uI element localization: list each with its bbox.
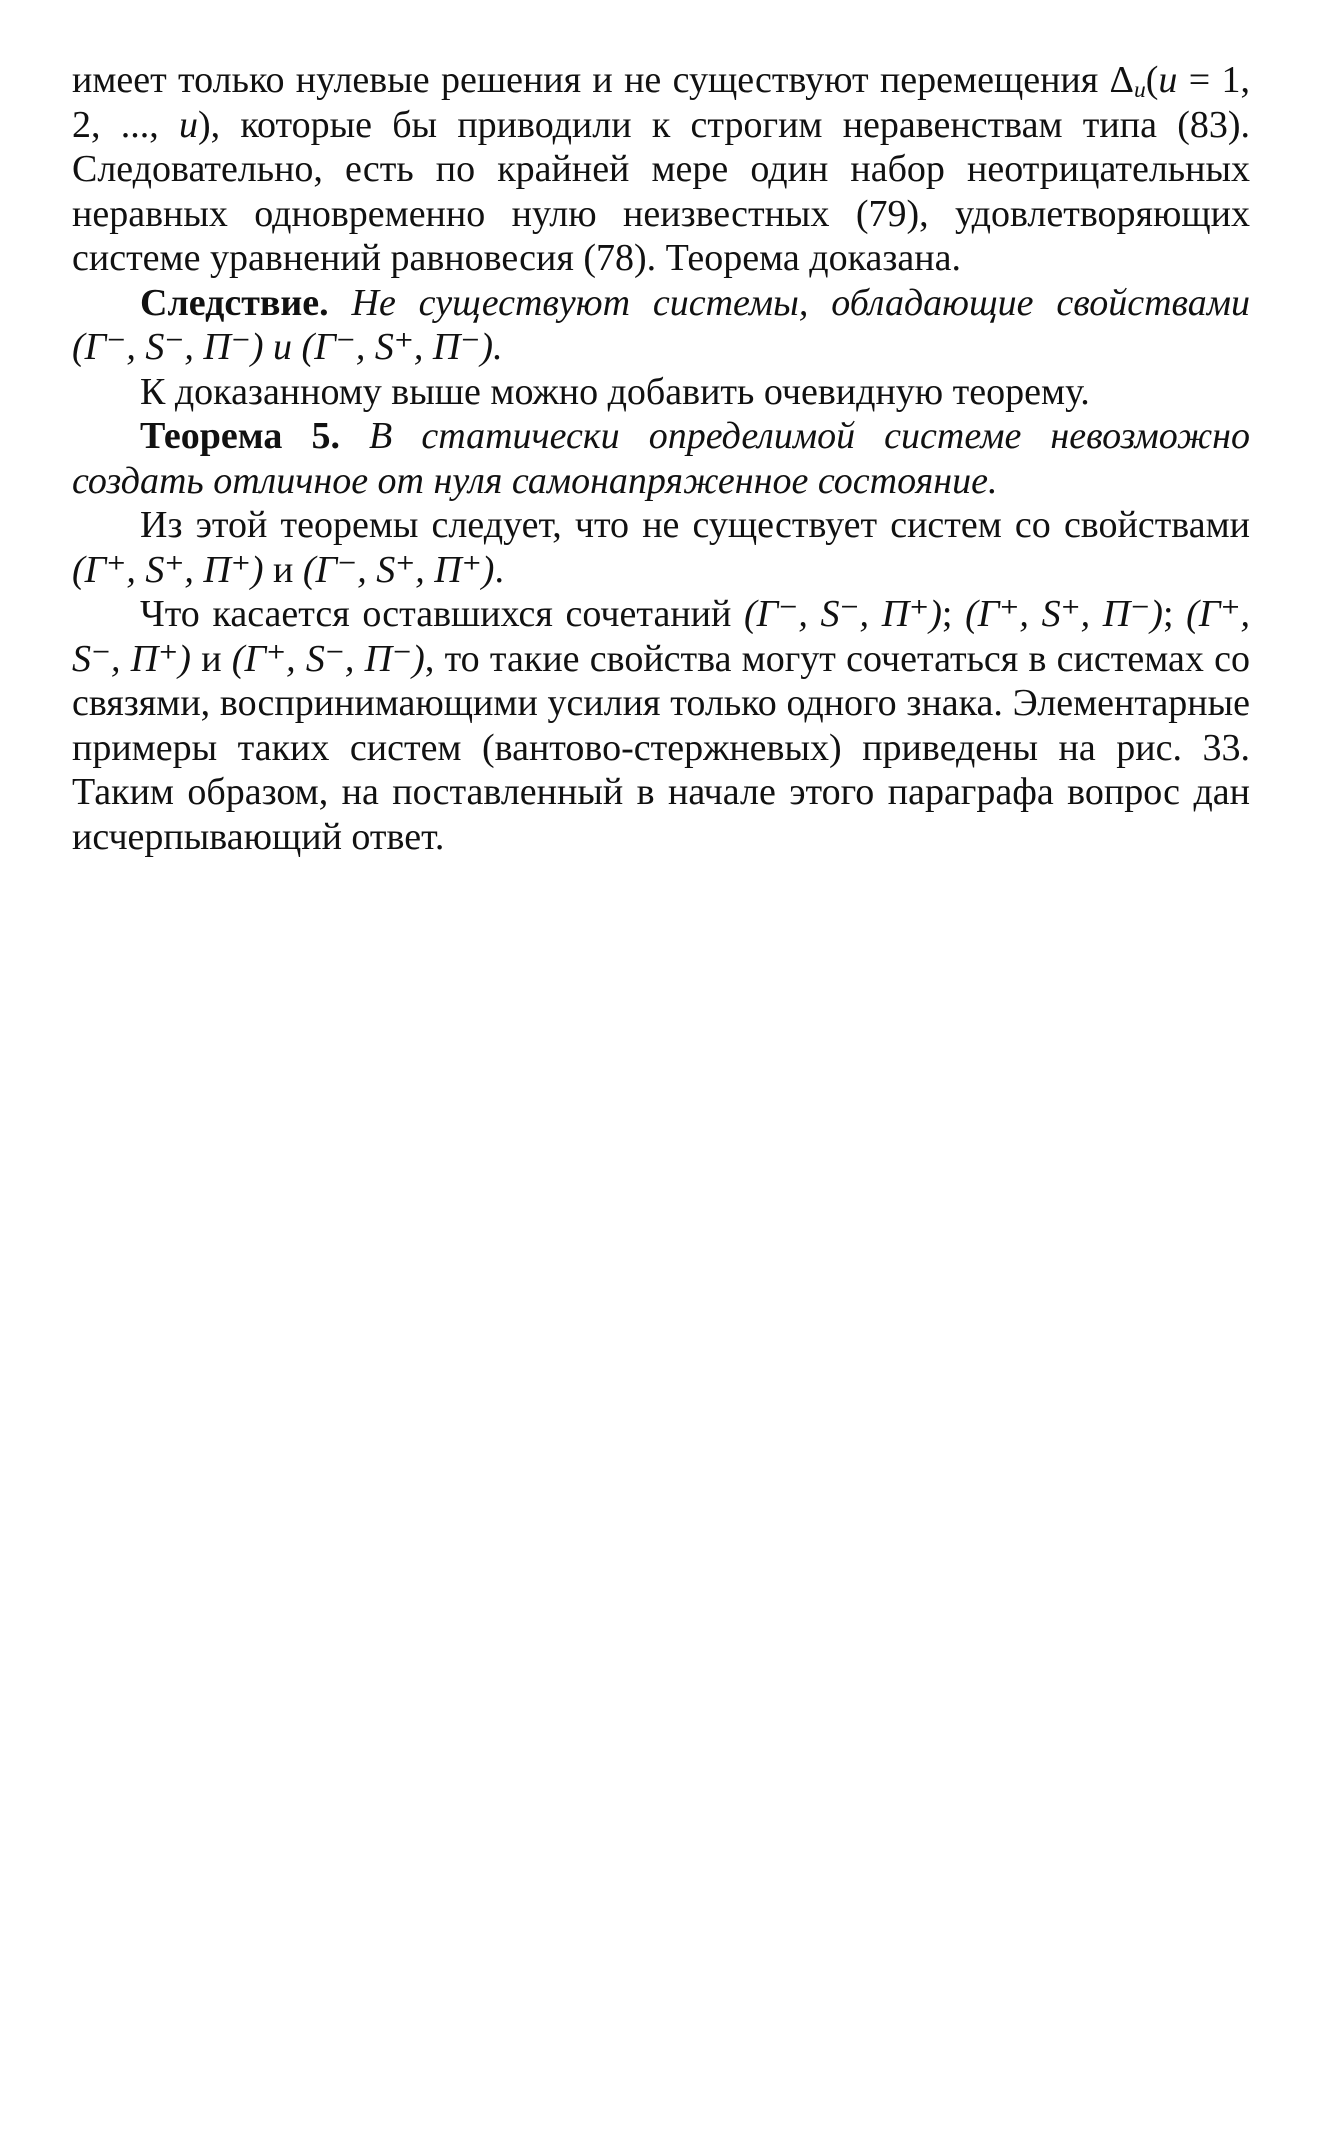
- paragraph-corollary: [72, 281, 1250, 370]
- theorem-label: Теорема 5.: [140, 415, 340, 457]
- property-combination: (Г⁻, S⁻, П⁺): [744, 593, 942, 635]
- paragraph-proof-end: [72, 58, 1250, 281]
- corollary-text: Не существуют системы, обладающие свойствами (Г⁻, S⁻, П⁻) и (Г⁻, S⁺, П⁻).: [72, 281, 1250, 368]
- theorem-text: В статически определимой системе невозможно создать отличное от нуля самонапряженное состояние.: [72, 415, 1251, 502]
- text-run: , то такие свойства могут сочетаться в системах со связями, воспринимающими усилия только одного знака. Элементарные примеры таких систем (вантово-стержневых) приведены на рис. 33. Таким образом, на поставленный в начале этого параграфа вопрос дан исчерпывающий ответ.: [72, 637, 1250, 858]
- text-run: (: [1145, 59, 1159, 101]
- property-combination: (Г⁺, S⁺, П⁻): [965, 593, 1163, 635]
- property-combination: (Г⁻, S⁺, П⁺): [302, 548, 495, 591]
- text-run: и: [263, 548, 303, 591]
- paragraph-remaining-combinations: [72, 592, 1250, 859]
- text-run: .: [494, 548, 504, 591]
- property-combination: (Г⁺, S⁻, П⁻): [231, 637, 425, 680]
- text-run: Из этой теоремы следует, что не существует систем со свойствами: [140, 504, 1250, 546]
- property-combination: (Г⁺, S⁺, П⁺): [72, 548, 264, 591]
- text-run: Что касается оставшихся сочетаний: [140, 593, 745, 635]
- page-text-block: [72, 58, 1250, 859]
- text-run: и: [190, 637, 232, 680]
- subscript-u: u: [1133, 77, 1146, 104]
- paragraph-theorem-5: [72, 414, 1250, 503]
- property-combination: (Г⁺, S⁻, П⁺): [72, 593, 1250, 680]
- text-run: К доказанному выше можно добавить очевидную теорему.: [140, 370, 1090, 413]
- paragraph-consequence: [72, 503, 1250, 592]
- text-run: ;: [941, 593, 966, 635]
- text-run: ), которые бы приводили к строгим неравенствам типа (83). Следовательно, есть по крайней мере один набор неотрицательных неравных одновременно нулю неизвестных (79), удовлетворяющих системе уравнений равновесия (78). Теорема доказана.: [72, 103, 1250, 279]
- text-run: ;: [1162, 593, 1187, 635]
- paragraph-intro-theorem: [72, 370, 1250, 415]
- variable-u: u: [179, 103, 199, 146]
- variable-u: u: [1158, 59, 1178, 101]
- text-run: = 1, 2, ...,: [72, 59, 1250, 146]
- text-run: имеет только нулевые решения и не существуют перемещения Δ: [72, 59, 1134, 101]
- corollary-label: Следствие.: [140, 281, 329, 324]
